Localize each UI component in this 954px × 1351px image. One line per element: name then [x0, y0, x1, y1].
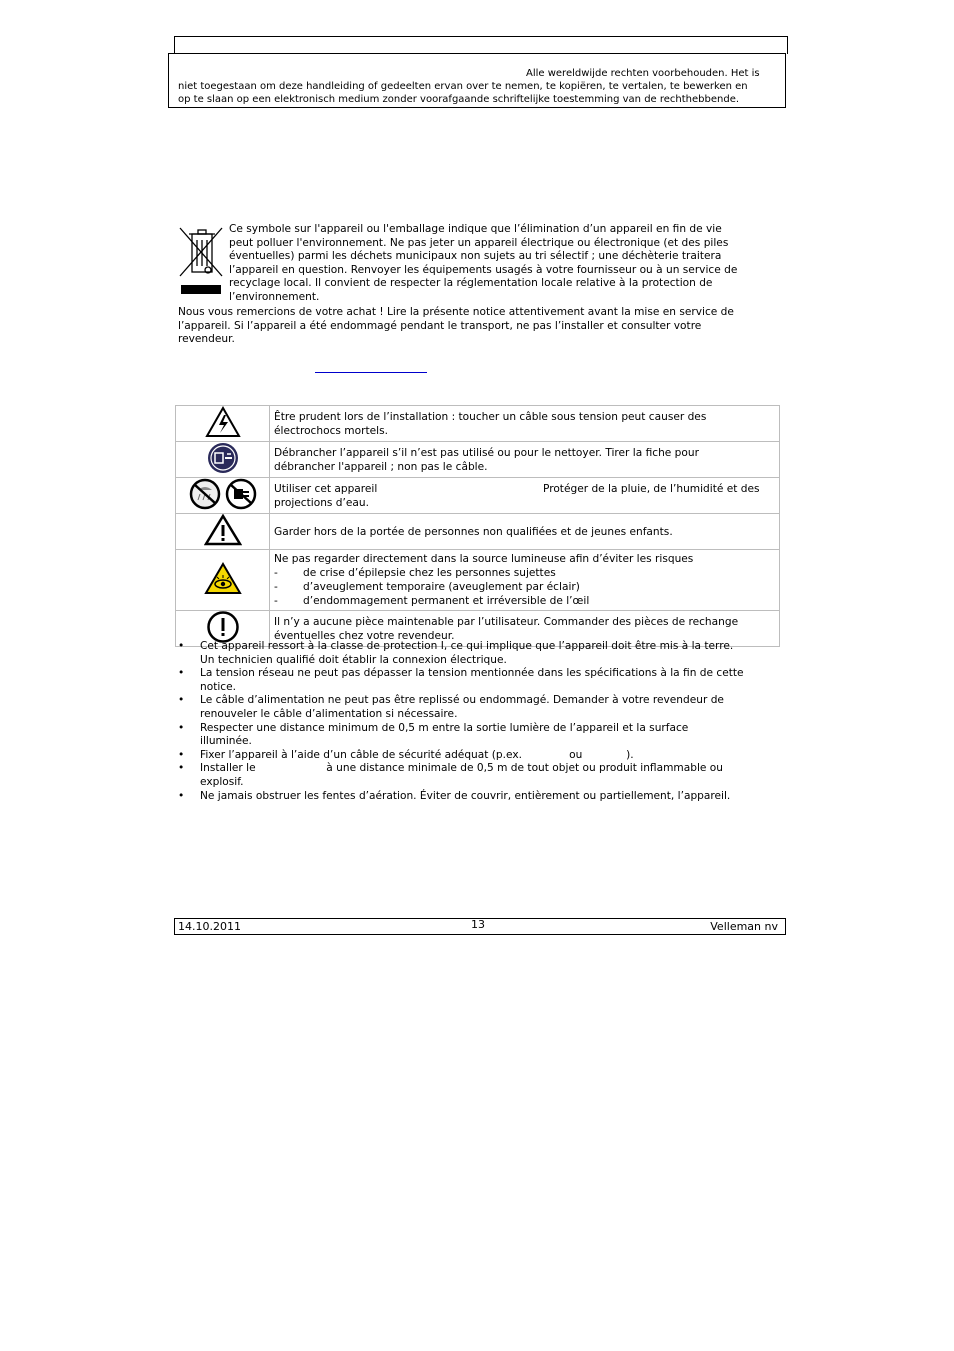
footer-company: Velleman nv [710, 920, 778, 933]
intro-paragraph: Nous vous remercions de votre achat ! Lire la présente notice attentivement avant la mise en service de l’appareil. Si l’appareil a été endommagé pendant le transport, ne pas l’installer et consulter votre revendeur. [178, 306, 734, 345]
page-number: 13 [471, 918, 485, 931]
list-item: • Respecter une distance minimum de 0,5 m entre la sortie lumière de l’appareil et la surface illuminée. [178, 722, 788, 749]
electric-shock-warning-icon [176, 406, 270, 442]
list-item: • Installer le à une distance minimale de 0,5 m de tout objet ou produit inflammable ou explosif. [178, 762, 788, 789]
list-item: • Cet appareil ressort à la classe de protection I, ce qui implique que l’appareil doit être mis à la terre. Un technicien qualifié doit établir la connexion électrique. [178, 640, 788, 667]
header-box [174, 36, 788, 54]
weee-notice: Ce symbole sur l'appareil ou l'emballage indique que l’élimination d’un appareil en fin de vie peut polluer l'environnement. Ne pas jeter un appareil électrique ou électronique (et des piles éventuelles) parmi les déchets municipaux non sujets au tri sélectif ; une déchèterie traitera l’appareil en question. Renvoyer les équipements usagés à votre fournisseur ou à un service de recyclage local. Il convient de respecter la réglementation locale relative à la protection de l’environnement. [229, 223, 738, 303]
safety-row: Ne pas regarder directement dans la source lumineuse afin d’éviter les risques - de crise d’épilepsie chez les personnes sujettes - d’aveuglement temporaire (aveuglement par éclair) - d’endommagement permanent et irréversible de l’œil [176, 550, 780, 611]
safety-row: Être prudent lors de l’installation : toucher un câble sous tension peut causer des électrochocs mortels. [176, 406, 780, 442]
safety-row: Débrancher l’appareil s’il n’est pas utilisé ou pour le nettoyer. Tirer la fiche pour débrancher l'appareil ; non pas le câble. [176, 442, 780, 478]
eye-warning-icon [176, 550, 270, 611]
copyright-box [168, 53, 786, 108]
unplug-icon [176, 442, 270, 478]
list-item: • Le câble d’alimentation ne peut pas être replissé ou endommagé. Demander à votre revendeur de renouveler le câble d’alimentation si nécessaire. [178, 694, 788, 721]
footer-date: 14.10.2011 [178, 920, 241, 933]
safety-row: Garder hors de la portée de personnes non qualifiées et de jeunes enfants. [176, 514, 780, 550]
wheelie-bin-icon [178, 224, 226, 296]
list-item: • Ne jamais obstruer les fentes d’aération. Éviter de couvrir, entièrement ou partiellement, l’appareil. [178, 790, 788, 804]
safety-table [175, 405, 780, 647]
hyperlink-underline[interactable] [315, 372, 427, 373]
copyright-line: Alle wereldwijde rechten voorbehouden. Het is [526, 68, 760, 79]
no-rain-icon [176, 478, 270, 514]
copyright-line: niet toegestaan om deze handleiding of gedeelten ervan over te nemen, te kopiëren, te vertalen, te bewerken en [178, 81, 748, 92]
safety-row: Il n’y a aucune pièce maintenable par l’utilisateur. Commander des pièces de rechange éventuelles chez votre revendeur. [176, 611, 780, 647]
safety-row: Utiliser cet appareil Protéger de la pluie, de l’humidité et des projections d’eau. [176, 478, 780, 514]
copyright-line: op te slaan op een elektronisch medium zonder voorafgaande schriftelijke toestemming van de rechthebbende. [178, 94, 740, 105]
warning-triangle-icon [176, 514, 270, 550]
list-item: • La tension réseau ne peut pas dépasser la tension mentionnée dans les spécifications à la fin de cette notice. [178, 667, 788, 694]
list-item: • Fixer l’appareil à l’aide d’un câble de sécurité adéquat (p.ex. ou ). [178, 749, 788, 763]
bullet-list [178, 640, 788, 803]
page-footer [174, 918, 786, 935]
